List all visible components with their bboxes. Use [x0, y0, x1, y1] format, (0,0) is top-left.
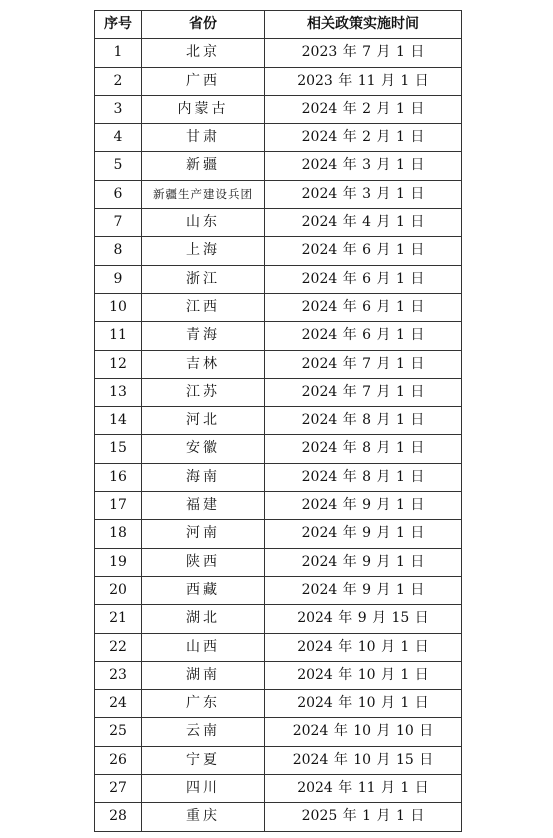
row-province: 湖北 — [142, 605, 265, 633]
row-index: 28 — [95, 803, 142, 831]
row-date: 2024 年 9 月 1 日 — [265, 576, 462, 604]
table-row — [95, 152, 462, 180]
row-index: 7 — [95, 209, 142, 237]
table-row — [95, 605, 462, 633]
row-date: 2024 年 3 月 1 日 — [265, 152, 462, 180]
table-row — [95, 576, 462, 604]
table-body — [95, 39, 462, 831]
row-province: 广东 — [142, 690, 265, 718]
row-province: 江苏 — [142, 378, 265, 406]
table-row — [95, 180, 462, 208]
row-date: 2024 年 4 月 1 日 — [265, 209, 462, 237]
row-date: 2024 年 9 月 1 日 — [265, 520, 462, 548]
row-province: 吉林 — [142, 350, 265, 378]
row-index: 6 — [95, 180, 142, 208]
row-index: 9 — [95, 265, 142, 293]
row-province: 安徽 — [142, 435, 265, 463]
table-row — [95, 633, 462, 661]
policy-table-container — [94, 10, 461, 832]
row-index: 15 — [95, 435, 142, 463]
table-row — [95, 237, 462, 265]
row-index: 10 — [95, 293, 142, 321]
row-province: 青海 — [142, 322, 265, 350]
row-date: 2024 年 11 月 1 日 — [265, 775, 462, 803]
row-index: 19 — [95, 548, 142, 576]
policy-implementation-table — [94, 10, 462, 832]
table-row — [95, 67, 462, 95]
row-date: 2023 年 11 月 1 日 — [265, 67, 462, 95]
table-row — [95, 124, 462, 152]
row-province: 江西 — [142, 293, 265, 321]
row-index: 13 — [95, 378, 142, 406]
row-date: 2023 年 7 月 1 日 — [265, 39, 462, 67]
table-row — [95, 209, 462, 237]
row-province: 甘肃 — [142, 124, 265, 152]
row-date: 2024 年 8 月 1 日 — [265, 463, 462, 491]
row-date: 2024 年 2 月 1 日 — [265, 124, 462, 152]
table-row — [95, 661, 462, 689]
row-date: 2024 年 2 月 1 日 — [265, 95, 462, 123]
row-index: 11 — [95, 322, 142, 350]
row-province: 重庆 — [142, 803, 265, 831]
row-province: 山东 — [142, 209, 265, 237]
row-date: 2024 年 10 月 1 日 — [265, 690, 462, 718]
table-row — [95, 520, 462, 548]
row-index: 16 — [95, 463, 142, 491]
row-province: 湖南 — [142, 661, 265, 689]
row-index: 5 — [95, 152, 142, 180]
row-province: 云南 — [142, 718, 265, 746]
row-index: 18 — [95, 520, 142, 548]
row-province: 福建 — [142, 492, 265, 520]
row-date: 2024 年 10 月 15 日 — [265, 746, 462, 774]
table-row — [95, 746, 462, 774]
table-row — [95, 350, 462, 378]
table-row — [95, 407, 462, 435]
row-date: 2024 年 6 月 1 日 — [265, 322, 462, 350]
table-row — [95, 548, 462, 576]
row-date: 2024 年 9 月 1 日 — [265, 492, 462, 520]
row-province: 宁夏 — [142, 746, 265, 774]
row-index: 22 — [95, 633, 142, 661]
row-province: 四川 — [142, 775, 265, 803]
table-row — [95, 435, 462, 463]
table-row — [95, 322, 462, 350]
row-index: 2 — [95, 67, 142, 95]
header-index: 序号 — [95, 11, 142, 39]
row-province: 北京 — [142, 39, 265, 67]
row-province: 河南 — [142, 520, 265, 548]
row-province: 山西 — [142, 633, 265, 661]
row-index: 12 — [95, 350, 142, 378]
row-index: 23 — [95, 661, 142, 689]
row-index: 24 — [95, 690, 142, 718]
row-index: 17 — [95, 492, 142, 520]
table-row — [95, 293, 462, 321]
row-date: 2024 年 6 月 1 日 — [265, 293, 462, 321]
row-index: 25 — [95, 718, 142, 746]
row-province: 内蒙古 — [142, 95, 265, 123]
table-row — [95, 463, 462, 491]
row-index: 21 — [95, 605, 142, 633]
row-date: 2024 年 7 月 1 日 — [265, 378, 462, 406]
row-date: 2024 年 8 月 1 日 — [265, 407, 462, 435]
row-date: 2025 年 1 月 1 日 — [265, 803, 462, 831]
row-province: 陕西 — [142, 548, 265, 576]
row-index: 27 — [95, 775, 142, 803]
table-row — [95, 378, 462, 406]
row-index: 20 — [95, 576, 142, 604]
row-province: 海南 — [142, 463, 265, 491]
row-index: 14 — [95, 407, 142, 435]
table-row — [95, 718, 462, 746]
row-date: 2024 年 3 月 1 日 — [265, 180, 462, 208]
row-index: 1 — [95, 39, 142, 67]
header-date: 相关政策实施时间 — [265, 11, 462, 39]
row-province: 上海 — [142, 237, 265, 265]
row-index: 26 — [95, 746, 142, 774]
row-province: 浙江 — [142, 265, 265, 293]
row-date: 2024 年 10 月 1 日 — [265, 633, 462, 661]
table-row — [95, 492, 462, 520]
table-row — [95, 265, 462, 293]
row-index: 8 — [95, 237, 142, 265]
table-row — [95, 775, 462, 803]
table-row — [95, 803, 462, 831]
row-date: 2024 年 9 月 1 日 — [265, 548, 462, 576]
row-date: 2024 年 8 月 1 日 — [265, 435, 462, 463]
row-date: 2024 年 9 月 15 日 — [265, 605, 462, 633]
header-province: 省份 — [142, 11, 265, 39]
row-province: 新疆生产建设兵团 — [142, 180, 265, 208]
row-date: 2024 年 7 月 1 日 — [265, 350, 462, 378]
row-province: 河北 — [142, 407, 265, 435]
table-row — [95, 95, 462, 123]
row-date: 2024 年 6 月 1 日 — [265, 265, 462, 293]
row-date: 2024 年 10 月 10 日 — [265, 718, 462, 746]
table-row — [95, 39, 462, 67]
row-date: 2024 年 6 月 1 日 — [265, 237, 462, 265]
row-date: 2024 年 10 月 1 日 — [265, 661, 462, 689]
header-row — [95, 11, 462, 39]
row-province: 广西 — [142, 67, 265, 95]
table-row — [95, 690, 462, 718]
row-province: 新疆 — [142, 152, 265, 180]
row-index: 3 — [95, 95, 142, 123]
table-header — [95, 11, 462, 39]
row-province: 西藏 — [142, 576, 265, 604]
row-index: 4 — [95, 124, 142, 152]
